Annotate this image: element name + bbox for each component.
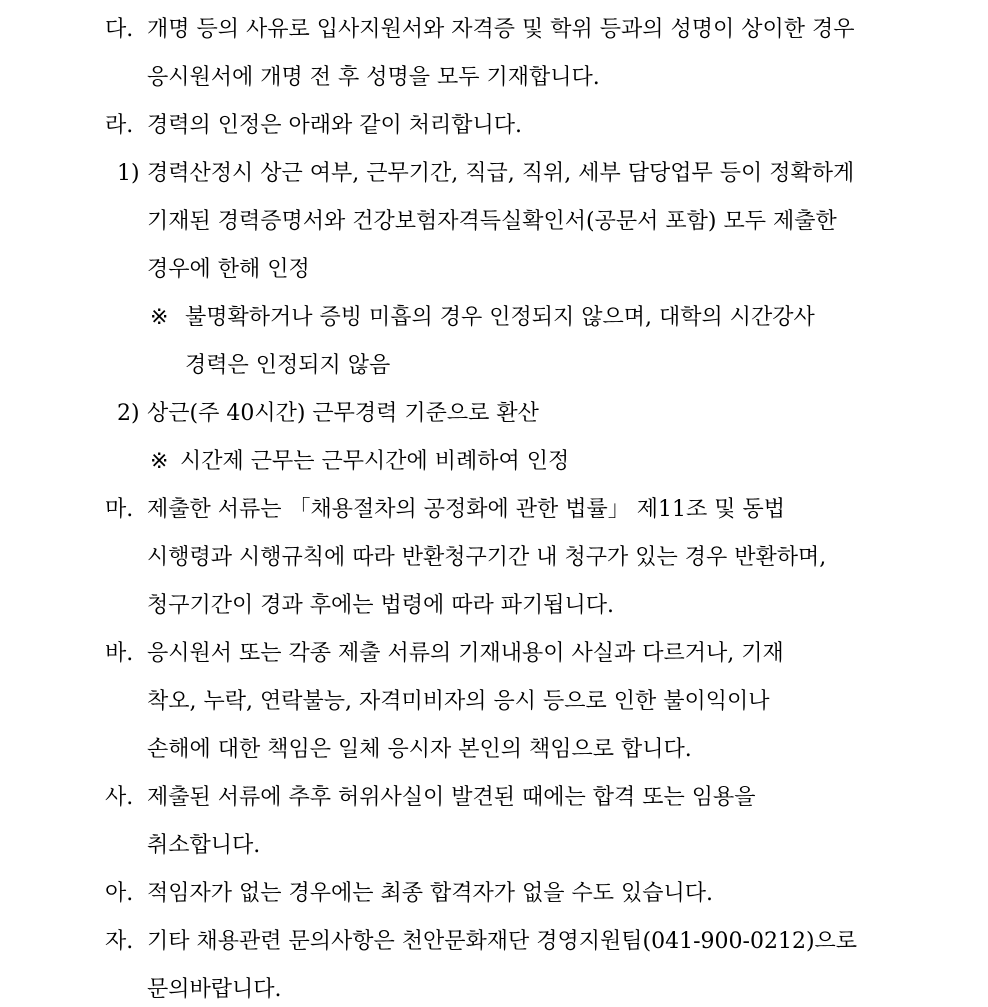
paragraph-line: 경우에 한해 인정: [147, 257, 310, 282]
paragraph-line: 취소합니다.: [147, 833, 261, 858]
sub-item-marker: 2): [117, 401, 140, 426]
paragraph-line: 청구기간이 경과 후에는 법령에 따라 파기됩니다.: [147, 593, 615, 618]
note-marker: ※: [150, 305, 169, 330]
note-marker: ※: [150, 449, 169, 474]
paragraph-line: 불명확하거나 증빙 미흡의 경우 인정되지 않으며, 대학의 시간강사: [185, 305, 815, 330]
paragraph-line: 상근(주 40시간) 근무경력 기준으로 환산: [147, 401, 539, 426]
paragraph-line: 제출된 서류에 추후 허위사실이 발견된 때에는 합격 또는 임용을: [147, 785, 756, 810]
item-marker: 자.: [105, 929, 134, 954]
paragraph-line: 경력의 인정은 아래와 같이 처리합니다.: [147, 113, 522, 138]
paragraph-line: 기재된 경력증명서와 건강보험자격득실확인서(공문서 포함) 모두 제출한: [147, 209, 837, 234]
paragraph-line: 착오, 누락, 연락불능, 자격미비자의 응시 등으로 인한 불이익이나: [147, 689, 770, 714]
paragraph-line: 응시원서에 개명 전 후 성명을 모두 기재합니다.: [147, 65, 600, 90]
paragraph-line: 시간제 근무는 근무시간에 비례하여 인정: [180, 449, 570, 474]
item-marker: 사.: [105, 785, 134, 810]
item-marker: 아.: [105, 881, 134, 906]
paragraph-line: 문의바랍니다.: [147, 977, 282, 1002]
paragraph-line: 시행령과 시행규칙에 따라 반환청구기간 내 청구가 있는 경우 반환하며,: [147, 545, 827, 570]
item-marker: 라.: [105, 113, 134, 138]
paragraph-line: 손해에 대한 책임은 일체 응시자 본인의 책임으로 합니다.: [147, 737, 692, 762]
paragraph-line: 경력산정시 상근 여부, 근무기간, 직급, 직위, 세부 담당업무 등이 정확하게: [147, 161, 855, 186]
paragraph-line: 기타 채용관련 문의사항은 천안문화재단 경영지원팀(041-900-0212)으로: [147, 929, 858, 954]
paragraph-line: 제출한 서류는 「채용절차의 공정화에 관한 법률」 제11조 및 동법: [147, 497, 785, 522]
paragraph-line: 적임자가 없는 경우에는 최종 합격자가 없을 수도 있습니다.: [147, 881, 713, 906]
paragraph-line: 응시원서 또는 각종 제출 서류의 기재내용이 사실과 다르거나, 기재: [147, 641, 784, 666]
item-marker: 다.: [105, 17, 134, 42]
paragraph-line: 개명 등의 사유로 입사지원서와 자격증 및 학위 등과의 성명이 상이한 경우: [147, 17, 855, 42]
item-marker: 마.: [105, 497, 134, 522]
paragraph-line: 경력은 인정되지 않음: [185, 353, 391, 378]
sub-item-marker: 1): [117, 161, 140, 186]
item-marker: 바.: [105, 641, 134, 666]
